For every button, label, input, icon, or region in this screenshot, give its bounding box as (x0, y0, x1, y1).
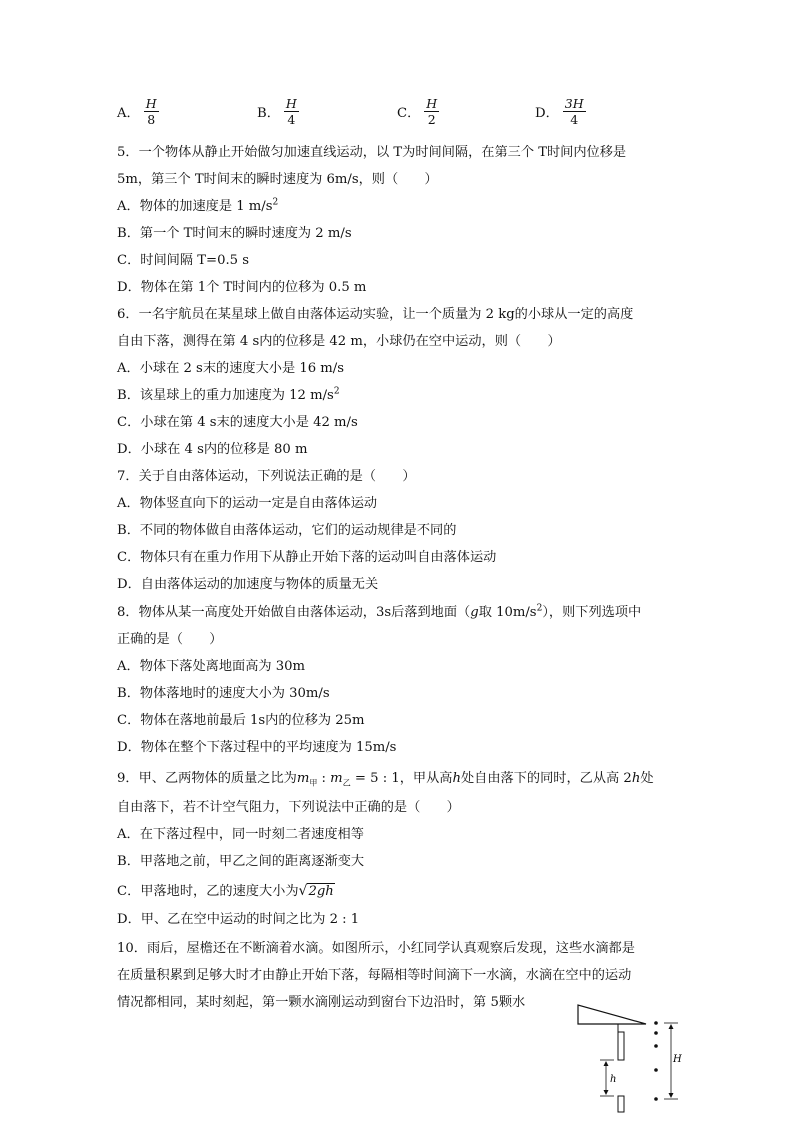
q4-option-b[interactable] (257, 96, 299, 127)
numerator: H (145, 96, 157, 111)
radicand: 2gh (308, 884, 334, 899)
q10-stem-line-1: 10．雨后，屋檐还在不断滴着水滴。如图所示，小红同学认真观察后发现，这些水滴都是 (117, 941, 635, 956)
option-text: A．物体的加速度是 1 m/s (117, 199, 273, 214)
subscript: 甲 (309, 778, 318, 788)
raindrop-figure (574, 1002, 684, 1123)
numerator: H (285, 96, 297, 111)
q4-options (117, 96, 597, 136)
q6-stem-line-1: 6．一名宇航员在某星球上做自由落体运动实验，让一个质量为 2 kg的小球从一定的高度 (117, 307, 634, 322)
symbol-m: m (330, 771, 343, 786)
fraction (424, 96, 439, 127)
text: = 5 : 1 (350, 771, 400, 786)
q4-option-d[interactable] (535, 96, 586, 127)
symbol-m: m (296, 771, 310, 786)
superscript: 2 (333, 386, 340, 397)
superscript: 2 (272, 197, 279, 208)
subscript: 乙 (342, 778, 351, 788)
dimension-h-large (664, 1023, 682, 1099)
symbol-h: h (452, 771, 461, 786)
eaves-roof (578, 1005, 646, 1024)
numerator: 3H (564, 96, 584, 111)
q6-option-a[interactable]: A．小球在 2 s末的速度大小是 16 m/s (117, 361, 345, 376)
fraction (284, 96, 299, 127)
q7-option-a[interactable]: A．物体竖直向下的运动一定是自由落体运动 (117, 496, 378, 511)
q5-option-b[interactable]: B．第一个 T时间末的瞬时速度为 2 m/s (117, 226, 352, 241)
q8-option-b[interactable]: B．物体落地时的速度大小为 30m/s (117, 686, 330, 701)
text: : (317, 771, 331, 786)
q9-option-b[interactable]: B．甲落地之前，甲乙之间的距离逐渐变大 (117, 854, 365, 869)
q6-option-b[interactable] (117, 387, 340, 405)
label-H: H (673, 1054, 682, 1065)
q7-option-b[interactable]: B．不同的物体做自由落体运动，它们的运动规律是不同的 (117, 523, 457, 538)
window-frame (618, 1024, 624, 1112)
q9-option-c[interactable] (117, 882, 335, 901)
text: ），则下列选项中 (542, 605, 642, 620)
q8-option-a[interactable]: A．物体下落处离地面高为 30m (117, 659, 306, 674)
label-h: h (610, 1074, 617, 1085)
text: 处自由落下的同时，乙从高 2 (460, 771, 632, 786)
q10-stem-line-3: 情况都相同，某时刻起，第一颗水滴刚运动到窗台下边沿时，第 5颗水 (117, 995, 526, 1010)
q5-option-c[interactable]: C．时间间隔 T=0.5 s (117, 253, 249, 268)
q5-stem-line-2: 5m，第三个 T时间末的瞬时速度为 6m/s，则（ ） (117, 172, 438, 187)
dimension-h-small (600, 1060, 616, 1096)
q8-option-c[interactable]: C．物体在落地前最后 1s内的位移为 25m (117, 713, 365, 728)
fraction (563, 96, 586, 127)
denominator: 8 (147, 112, 156, 127)
denominator: 4 (287, 112, 296, 127)
option-letter: A． (117, 106, 140, 121)
symbol-g: g (470, 605, 479, 620)
q8-stem-line-1 (117, 604, 641, 622)
text: 处 (640, 771, 654, 786)
option-letter: D． (535, 106, 559, 121)
q10-stem-line-2: 在质量积累到足够大时才由静止开始下落，每隔相等时间滴下一水滴，水滴在空中的运动 (117, 968, 632, 983)
symbol-h: h (631, 771, 641, 786)
q8-option-d[interactable]: D．物体在整个下落过程中的平均速度为 15m/s (117, 740, 397, 755)
option-text: C．甲落地时，乙的速度大小为 (117, 884, 299, 899)
q6-option-c[interactable]: C．小球在第 4 s末的速度大小是 42 m/s (117, 415, 358, 430)
text: 8．物体从某一高度处开始做自由落体运动，3s后落到地面（ (117, 605, 471, 620)
q5-stem-line-1: 5．一个物体从静止开始做匀加速直线运动，以 T为时间间隔，在第三个 T时间内位移是 (117, 145, 627, 160)
numerator: H (426, 96, 438, 111)
text: 9．甲、乙两物体的质量之比为 (117, 771, 297, 786)
q6-option-d[interactable]: D．小球在 4 s内的位移是 80 m (117, 442, 308, 457)
q6-stem-line-2: 自由下落，测得在第 4 s内的位移是 42 m，小球仍在空中运动，则（ ） (117, 334, 561, 349)
q5-option-d[interactable]: D．物体在第 1个 T时间内的位移为 0.5 m (117, 280, 367, 295)
denominator: 4 (570, 112, 579, 127)
text: ，甲从高 (399, 771, 453, 786)
option-letter: C． (397, 106, 421, 121)
sqrt-sign: √ (298, 883, 308, 899)
option-text: B．该星球上的重力加速度为 12 m/s (117, 388, 334, 403)
q7-option-c[interactable]: C．物体只有在重力作用下从静止开始下落的运动叫自由落体运动 (117, 550, 497, 565)
text: 取 10m/s (478, 605, 537, 620)
q4-option-a[interactable] (117, 96, 159, 127)
q4-option-c[interactable] (397, 96, 439, 127)
denominator: 2 (427, 112, 436, 127)
q7-option-d[interactable]: D．自由落体运动的加速度与物体的质量无关 (117, 577, 379, 592)
option-letter: B． (257, 106, 280, 121)
q9-stem-line-2: 自由落下，若不计空气阻力，下列说法中正确的是（ ） (117, 800, 460, 815)
q5-option-a[interactable] (117, 198, 278, 216)
q9-option-a[interactable]: A．在下落过程中，同一时刻二者速度相等 (117, 827, 364, 842)
q7-stem: 7．关于自由落体运动，下列说法正确的是（ ） (117, 469, 416, 484)
q9-option-d[interactable]: D．甲、乙在空中运动的时间之比为 2 : 1 (117, 912, 360, 927)
water-drops (654, 1021, 658, 1101)
q9-stem-line-1 (117, 770, 654, 793)
superscript: 2 (536, 603, 543, 614)
fraction (144, 96, 159, 127)
q8-stem-line-2: 正确的是（ ） (117, 632, 223, 647)
